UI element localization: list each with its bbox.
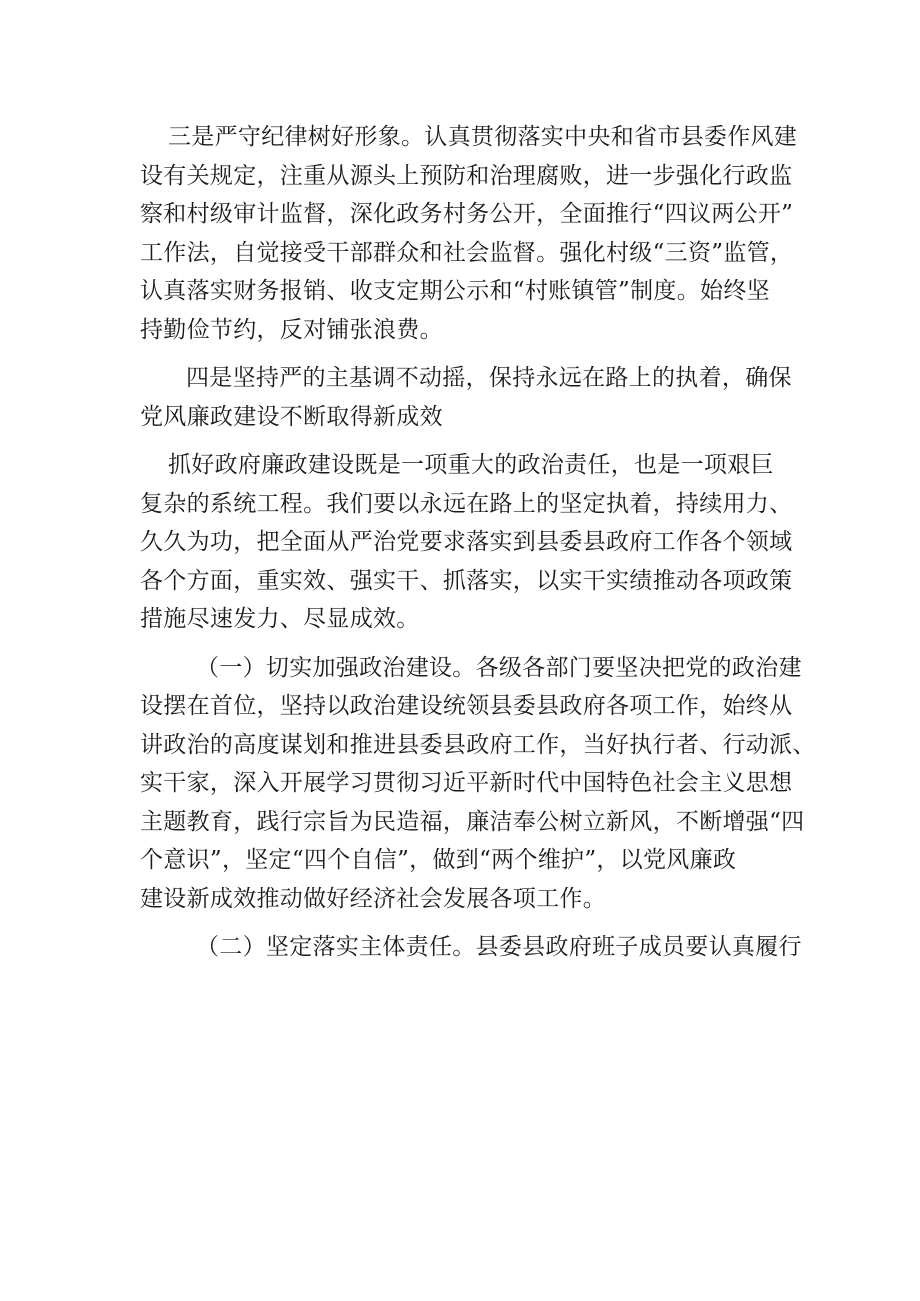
text-line: 抓好政府廉政建设既是一项重大的政治责任，也是一项艰巨: [168, 452, 774, 478]
text-line: 党风廉政建设不断取得新成效: [140, 403, 443, 430]
paragraph-main-responsibility: [140, 928, 800, 967]
text-line: 认真落实财务报销、收支定期公示和“村账镇管”制度。始终坚: [140, 278, 770, 304]
text-line: 讲政治的高度谋划和推进县委县政府工作，当好执行者、行动派、: [140, 731, 816, 758]
document-body: [140, 118, 816, 967]
paragraph-intro: [140, 446, 800, 639]
text-line: 个意识”，坚定“四个自信”，做到“两个维护”，以党风廉政: [140, 847, 737, 873]
text-line: 设摆在首位，坚持以政治建设统领县委县政府各项工作，始终从: [140, 693, 793, 719]
text-line: （二）坚定落实主体责任。县委县政府班子成员要认真履行: [196, 934, 802, 960]
text-line: 工作法，自觉接受干部群众和社会监督。强化村级“三资”监管，: [140, 239, 794, 266]
text-line: 措施尽速发力、尽显成效。: [140, 606, 420, 632]
text-line: （一）切实加强政治建设。各级各部门要坚决把党的政治建: [196, 654, 802, 681]
paragraph-political-building: [140, 649, 816, 919]
text-line: 察和村级审计监督，深化政务村务公开，全面推行“四议两公开”: [140, 201, 794, 227]
text-line: 复杂的系统工程。我们要以永远在路上的坚定执着，持续用力、: [140, 490, 793, 517]
paragraph-discipline: [140, 118, 800, 349]
text-line: 持勤俭节约，反对铺张浪费。: [140, 316, 443, 343]
text-line: 三是严守纪律树好形象。认真贯彻落实中央和省市县委作风建: [168, 124, 798, 150]
text-line: 建设新成效推动做好经济社会发展各项工作。: [140, 885, 606, 912]
text-line: 设有关规定，注重从源头上预防和治理腐败，进一步强化行政监: [140, 162, 793, 189]
text-line: 主题教育，践行宗旨为民造福，廉洁奉公树立新风，不断增强“四: [140, 808, 805, 835]
paragraph-section-heading: [140, 359, 800, 436]
text-line: 实干家，深入开展学习贯彻习近平新时代中国特色社会主义思想: [140, 770, 793, 796]
text-line: 四是坚持严的主基调不动摇，保持永远在路上的执着，确保: [186, 365, 792, 391]
text-line: 久久为功，把全面从严治党要求落实到县委县政府工作各个领域: [140, 529, 793, 555]
text-line: 各个方面，重实效、强实干、抓落实，以实干实绩推动各项政策: [140, 567, 793, 594]
